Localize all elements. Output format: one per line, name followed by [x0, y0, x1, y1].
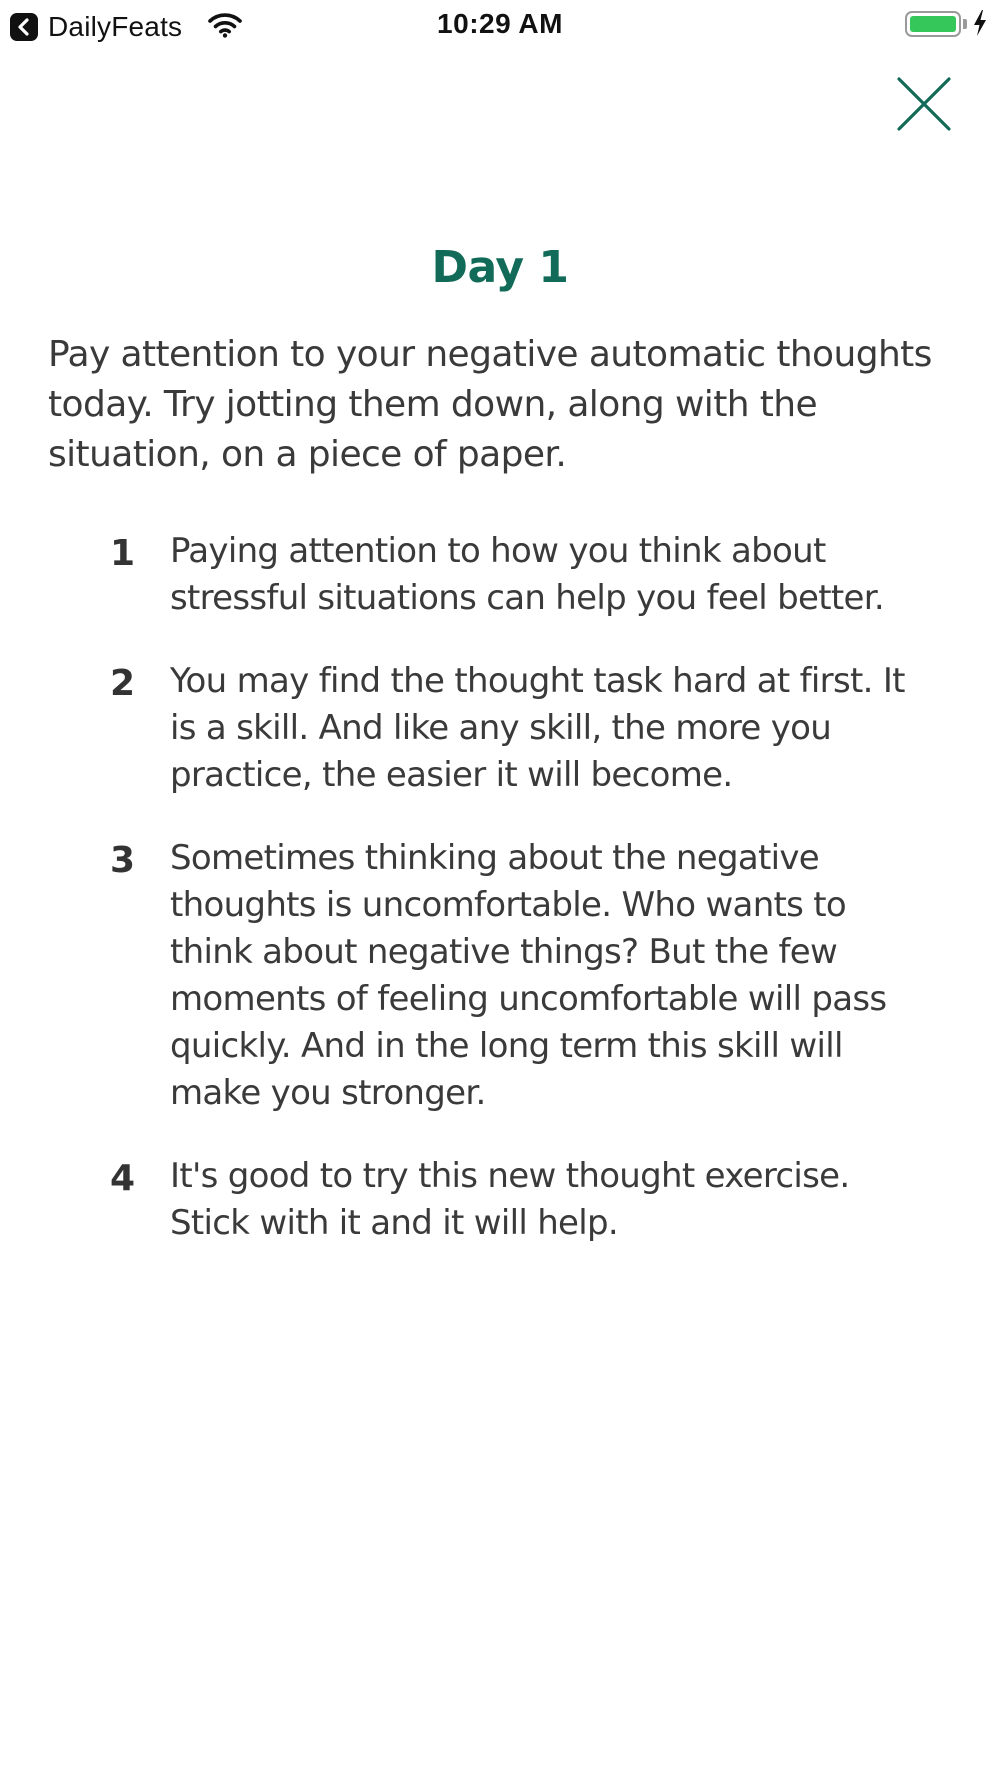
battery-icon — [905, 11, 961, 37]
close-icon — [896, 76, 952, 132]
status-time: 10:29 AM — [437, 8, 563, 39]
intro-text: Pay attention to your negative automatic thoughts today. Try jotting them down, along with the situation, on a piece of paper. — [48, 334, 932, 475]
status-bar — [0, 0, 1000, 50]
close-button[interactable] — [896, 76, 952, 132]
tip-text: Paying attention to how you think about stressful situations can help you feel better. — [170, 531, 884, 618]
battery-level — [910, 16, 956, 32]
page-title: Day 1 — [431, 242, 569, 293]
tip-number: 1 — [110, 533, 136, 574]
tip-text: You may find the thought task hard at first. It is a skill. And like any skill, the more you practice, the easier it will become. — [170, 661, 905, 795]
charging-bolt-icon — [972, 9, 988, 41]
tip-number: 4 — [110, 1158, 136, 1199]
battery-tip — [963, 19, 967, 29]
list-item — [0, 1153, 1000, 1247]
tip-text: It's good to try this new thought exercise. Stick with it and it will help. — [170, 1156, 850, 1243]
tip-number: 2 — [110, 663, 136, 704]
list-item — [0, 835, 1000, 1117]
list-item — [0, 658, 1000, 799]
tip-number: 3 — [110, 840, 136, 881]
tips-list — [0, 528, 1000, 1283]
list-item — [0, 528, 1000, 622]
back-app-label: DailyFeats — [48, 11, 183, 42]
tip-text: Sometimes thinking about the negative thoughts is uncomfortable. Who wants to think about negative things? But the few moments of feeling uncomfortable will pass quickly. And in the long term this skill will make you stronger. — [170, 838, 887, 1113]
